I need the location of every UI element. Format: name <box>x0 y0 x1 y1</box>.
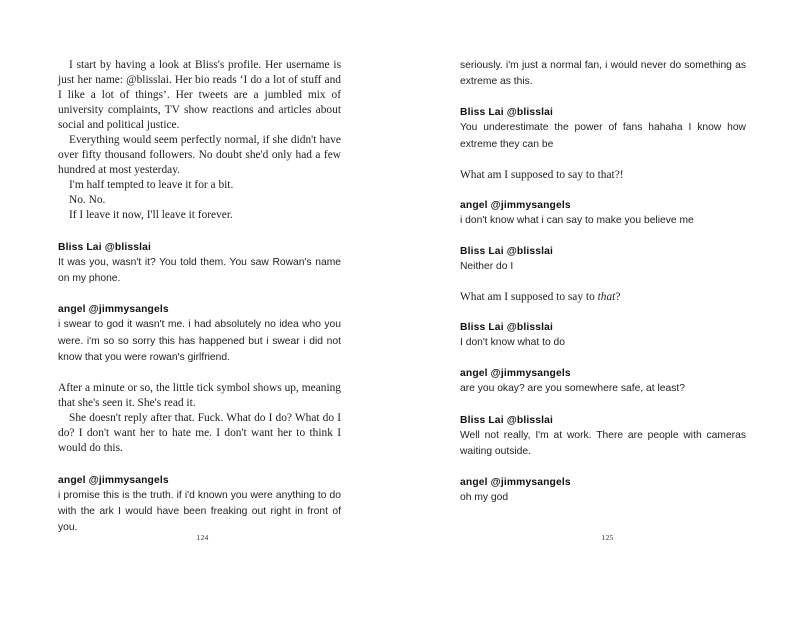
block-spacer <box>460 351 746 366</box>
prose-paragraph: Everything would seem perfectly normal, if she didn't have over fifty thousand followers. No doubt she'd only had a few hundred at most yesterday. <box>58 134 341 176</box>
block-spacer <box>58 456 341 473</box>
tweet-body: are you okay? are you somewhere safe, at least? <box>460 383 685 395</box>
tweet-body: It was you, wasn't it? You told them. You saw Rowan's name on my phone. <box>58 257 341 285</box>
tweet-handle: Bliss Lai @blisslai <box>460 107 554 119</box>
block-spacer <box>58 366 341 381</box>
block-spacer <box>58 287 341 302</box>
tweet-handle: angel @jimmysangels <box>58 475 169 487</box>
page-right <box>405 0 810 622</box>
tweet-message <box>460 320 746 351</box>
tweet-message <box>460 366 746 397</box>
tweet-message <box>58 473 341 537</box>
tweet-message-continued <box>460 58 746 90</box>
prose-paragraph: I start by having a look at Bliss's profile. Her username is just her name: @blisslai. Her bio reads ‘I do a lot of stuff and I like a lot of things’. Her tweets are a jumbled mix of university complaints, TV show reactions and articles about social and political justice. <box>58 59 341 131</box>
prose-paragraph: If I leave it now, I'll leave it forever. <box>69 209 233 221</box>
prose-emphasis: that <box>597 291 616 304</box>
block-spacer <box>460 460 746 475</box>
tweet-body: i promise this is the truth. if i'd known you were anything to do with the ark I would have been freaking out right in front of you. <box>58 490 341 534</box>
tweet-handle: Bliss Lai @blisslai <box>460 246 554 258</box>
prose-paragraph: No. No. <box>69 194 106 206</box>
block-spacer <box>460 398 746 413</box>
prose-paragraph-italic <box>460 290 746 305</box>
page-right-textblock <box>460 58 746 506</box>
tweet-message <box>460 105 746 152</box>
tweet-body: seriously. i'm just a normal fan, i would never do something as extreme as this. <box>460 60 746 88</box>
tweet-handle: Bliss Lai @blisslai <box>58 242 152 253</box>
tweet-handle: angel @jimmysangels <box>460 368 571 380</box>
prose-text-before: What am I supposed to say to <box>460 291 598 304</box>
tweet-body: oh my god <box>460 492 509 504</box>
tweet-message <box>460 475 746 506</box>
block-spacer <box>460 275 746 290</box>
prose-paragraph: She doesn't reply after that. Fuck. What do I do? What do I do? I don't want her to hate me. I don't want her to think I would do this. <box>58 412 341 455</box>
tweet-handle: angel @jimmysangels <box>58 304 169 316</box>
tweet-message <box>58 240 341 287</box>
tweet-body: You underestimate the power of fans hahaha I know how extreme they can be <box>460 122 746 150</box>
tweet-handle: angel @jimmysangels <box>460 477 571 489</box>
tweet-body: Well not really, I'm at work. There are people with cameras waiting outside. <box>460 429 746 457</box>
prose-text-after: ? <box>615 291 621 304</box>
tweet-body: i swear to god it wasn't me. i had absolutely no idea who you were. i'm so so sorry this has happened but i swear i did not know that you were rowan's girlfriend. <box>58 319 341 363</box>
block-spacer <box>460 153 746 168</box>
block-spacer <box>460 229 746 244</box>
tweet-body: i don't know what i can say to make you believe me <box>460 214 694 226</box>
tweet-message <box>460 198 746 229</box>
tweet-handle: Bliss Lai @blisslai <box>460 414 554 426</box>
page-number: 124 <box>196 533 209 542</box>
prose-paragraph: What am I supposed to say to that?! <box>460 168 624 181</box>
tweet-handle: Bliss Lai @blisslai <box>460 322 554 334</box>
tweet-body: I don't know what to do <box>460 337 566 349</box>
block-spacer <box>58 223 341 240</box>
block-spacer <box>460 183 746 198</box>
page-left-textblock <box>58 58 341 537</box>
block-spacer <box>460 305 746 320</box>
tweet-handle: angel @jimmysangels <box>460 199 571 211</box>
block-spacer <box>460 90 746 105</box>
prose-paragraph: I'm half tempted to leave it for a bit. <box>69 179 234 191</box>
tweet-body: Neither do I <box>460 261 514 273</box>
prose-paragraph: After a minute or so, the little tick symbol shows up, meaning that she's seen it. She's read it. <box>58 382 341 410</box>
tweet-message <box>58 302 341 366</box>
page-number: 125 <box>601 533 614 542</box>
tweet-message <box>460 244 746 275</box>
tweet-message <box>460 413 746 460</box>
